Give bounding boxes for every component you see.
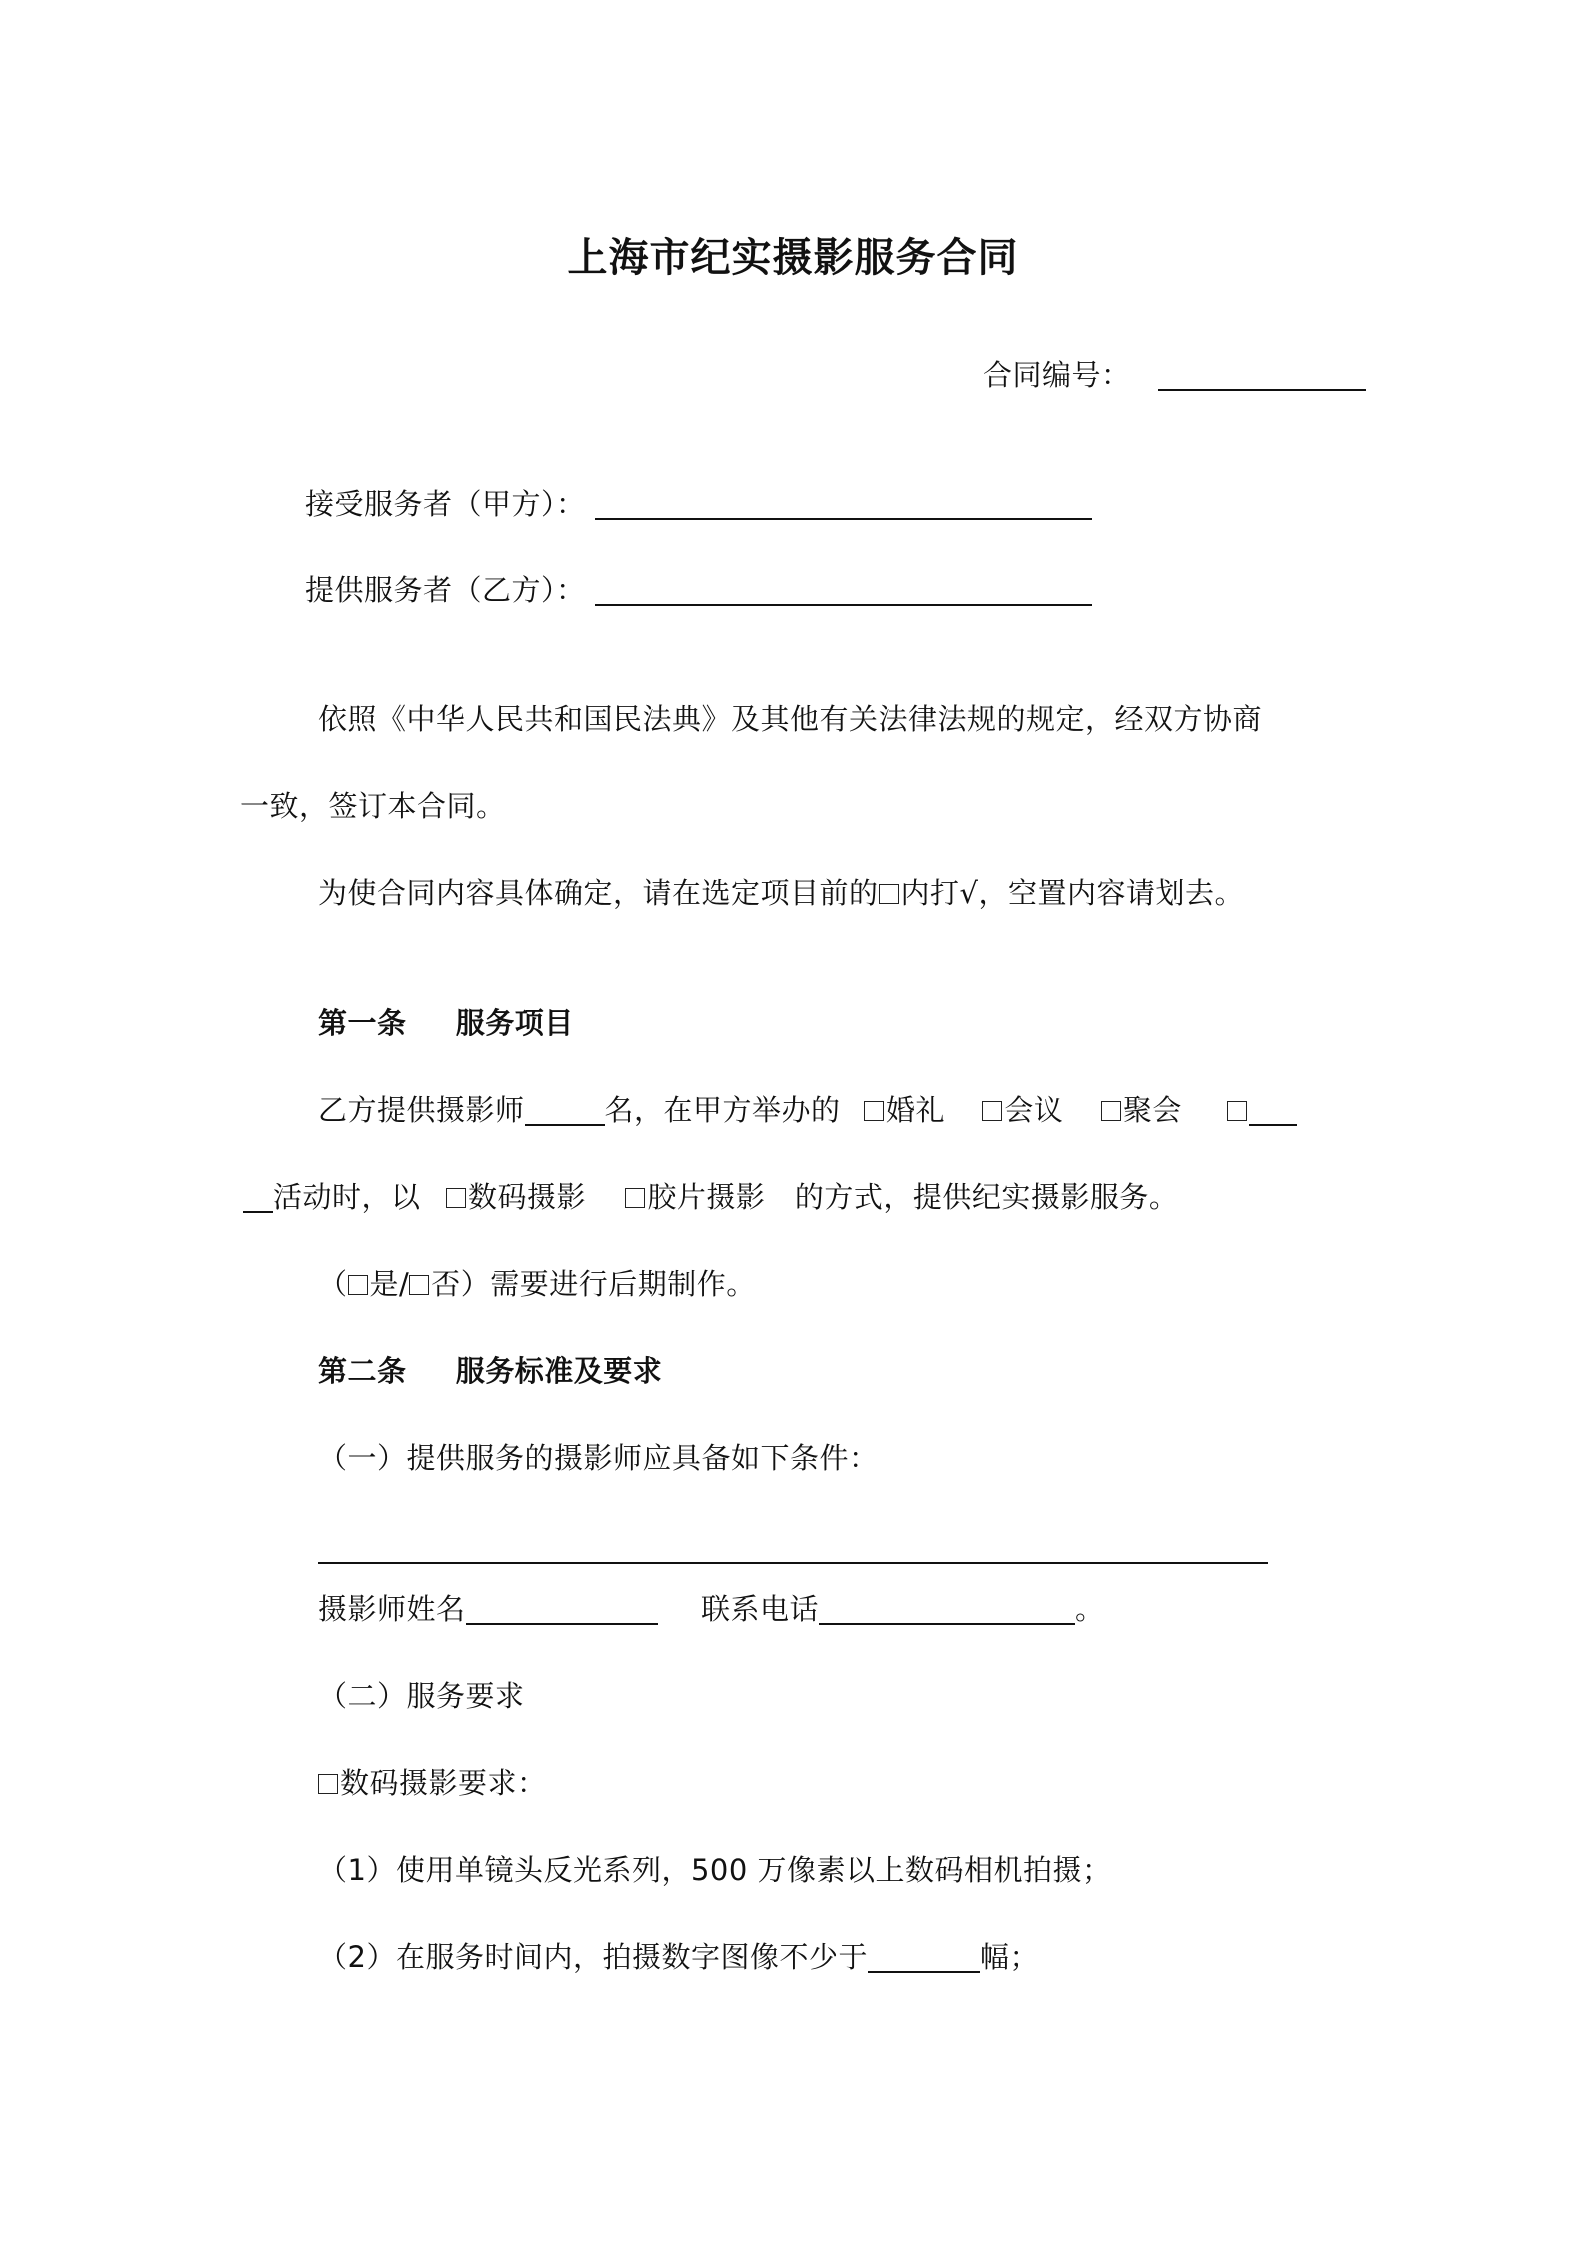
party-b-row xyxy=(305,570,1092,610)
digital-requirements-label: 数码摄影要求： xyxy=(340,1766,547,1800)
requirement-item-1: （1）使用单镜头反光系列，500 万像素以上数码相机拍摄； xyxy=(318,1853,1112,1887)
preamble-line-1: 依照《中华人民共和国民法典》及其他有关法律法规的规定，经双方协商 xyxy=(318,702,1263,736)
page-title: 上海市纪实摄影服务合同 xyxy=(567,235,1019,281)
phone-label: 联系电话 xyxy=(700,1592,819,1626)
section-1-heading: （一）提供服务的摄影师应具备如下条件： xyxy=(318,1441,879,1475)
option-meeting: 会议 xyxy=(1004,1093,1064,1127)
article-2-heading xyxy=(318,1351,662,1391)
checkbox-digital-requirements[interactable] xyxy=(318,1774,338,1794)
article-2-number: 第二条 xyxy=(318,1354,407,1388)
checkbox-film[interactable] xyxy=(625,1188,645,1208)
contract-number-row xyxy=(983,355,1366,395)
photographer-count-field[interactable] xyxy=(525,1094,605,1126)
photographer-info-row xyxy=(318,1589,1104,1629)
phone-field[interactable] xyxy=(819,1593,1075,1625)
other-event-field[interactable] xyxy=(1249,1094,1297,1126)
post-production-line xyxy=(318,1264,756,1304)
checkbox-post-yes[interactable] xyxy=(348,1275,368,1295)
instruction-before: 为使合同内容具体确定，请在选定项目前的 xyxy=(318,876,879,910)
checkbox-icon xyxy=(879,884,899,904)
item-2-suffix: 幅； xyxy=(979,1940,1039,1974)
requirement-item-2 xyxy=(318,1937,1039,1977)
section-2-heading: （二）服务要求 xyxy=(318,1679,525,1713)
instruction-after: 内打√，空置内容请划去。 xyxy=(900,876,1244,910)
checkbox-other-event[interactable] xyxy=(1227,1101,1247,1121)
post-open: （ xyxy=(318,1267,348,1301)
method-suffix: 的方式，提供纪实摄影服务。 xyxy=(794,1180,1179,1214)
party-a-row xyxy=(305,484,1092,524)
party-b-label: 提供服务者（乙方）： xyxy=(305,573,586,607)
article-1-subject: 服务项目 xyxy=(455,1006,574,1040)
checkbox-wedding[interactable] xyxy=(864,1101,884,1121)
other-event-field-continued[interactable] xyxy=(243,1181,273,1213)
photographer-name-label: 摄影师姓名 xyxy=(318,1592,466,1626)
post-yes-label: 是/ xyxy=(369,1267,410,1301)
image-count-field[interactable] xyxy=(868,1941,980,1973)
option-film: 胶片摄影 xyxy=(647,1180,766,1214)
contract-number-field[interactable] xyxy=(1158,359,1366,391)
photographer-count-mid: 名，在甲方举办的 xyxy=(604,1093,841,1127)
option-party: 聚会 xyxy=(1122,1093,1182,1127)
article-1-heading xyxy=(318,1003,574,1043)
checkbox-digital[interactable] xyxy=(446,1188,466,1208)
conditions-field[interactable] xyxy=(318,1562,1268,1564)
checkbox-party[interactable] xyxy=(1101,1101,1121,1121)
item-2-prefix: （2）在服务时间内，拍摄数字图像不少于 xyxy=(318,1940,868,1974)
photographer-name-field[interactable] xyxy=(466,1593,658,1625)
checkbox-post-no[interactable] xyxy=(409,1275,429,1295)
checkbox-meeting[interactable] xyxy=(982,1101,1002,1121)
instruction-line xyxy=(318,873,1244,913)
article-1-line-2 xyxy=(243,1177,1178,1217)
party-a-field[interactable] xyxy=(595,488,1092,520)
digital-requirements-row xyxy=(318,1763,547,1803)
article-2-subject: 服务标准及要求 xyxy=(455,1354,663,1388)
option-wedding: 婚礼 xyxy=(885,1093,945,1127)
article-1-number: 第一条 xyxy=(318,1006,407,1040)
photographer-count-prefix: 乙方提供摄影师 xyxy=(318,1093,525,1127)
party-b-field[interactable] xyxy=(595,574,1092,606)
party-a-label: 接受服务者（甲方）： xyxy=(305,487,586,521)
phone-period: 。 xyxy=(1074,1592,1105,1626)
preamble-line-2: 一致，签订本合同。 xyxy=(240,789,506,823)
option-digital: 数码摄影 xyxy=(467,1180,586,1214)
article-1-line-1 xyxy=(318,1090,1297,1130)
contract-number-label: 合同编号： xyxy=(983,358,1131,392)
method-prefix: 活动时，以 xyxy=(273,1180,421,1214)
post-no-label: 否）需要进行后期制作。 xyxy=(431,1267,756,1301)
